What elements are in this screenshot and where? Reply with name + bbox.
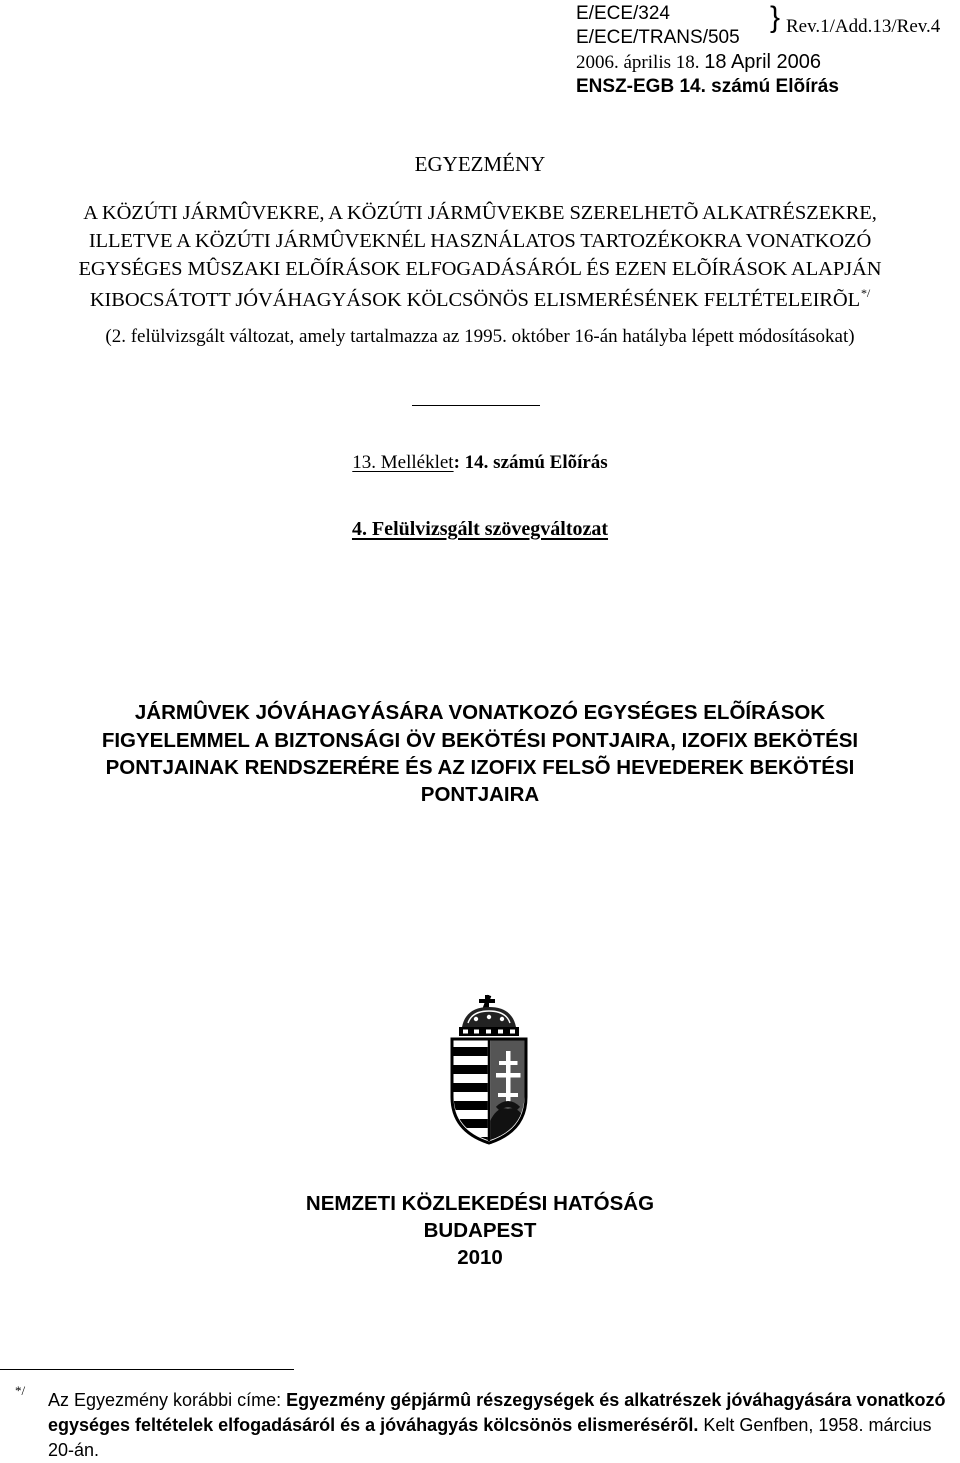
- version-text: 4. Felülvizsgált szövegváltozat: [351, 518, 609, 540]
- agreement-title-line-4: [0, 286, 960, 312]
- agreement-title-line-3: EGYSÉGES MÛSZAKI ELÕÍRÁSOK ELFOGADÁSÁRÓL ÉS EZEN ELÕÍRÁSOK ALAPJÁN: [78, 258, 882, 280]
- header-regulation-title: ENSZ-EGB 14. számú Elõírás: [576, 76, 839, 97]
- agreement-title-line-1: A KÖZÚTI JÁRMÛVEKRE, A KÖZÚTI JÁRMÛVEKBE SZERELHETÕ ALKATRÉSZEKRE,: [83, 202, 877, 224]
- publisher-city: BUDAPEST: [423, 1219, 537, 1242]
- footnote-text-bold: Egyezmény gépjármû részegységek és alkatrészek jóváhagyására vonatkozó egységes feltételek elfogadásáról és a jóváhagyás kölcsönös elismerésérõl.: [48, 1390, 946, 1435]
- annex-line: [0, 452, 960, 474]
- brace-glyph: }: [770, 1, 781, 34]
- revision-symbol: Rev.1/Add.13/Rev.4: [786, 16, 941, 37]
- agreement-footnote-marker: */: [861, 286, 871, 300]
- regulation-title-line-2: FIGYELEMMEL A BIZTONSÁGI ÖV BEKÖTÉSI PONTJAIRA, IZOFIX BEKÖTÉSI: [101, 729, 859, 752]
- date-hu: 2006. április 18.: [576, 52, 700, 73]
- regulation-title-line-4: PONTJAIRA: [420, 783, 540, 806]
- coat-of-arms-icon: [446, 993, 532, 1145]
- agreement-heading: EGYEZMÉNY: [414, 152, 546, 176]
- doc-symbol-1: E/ECE/324: [576, 3, 670, 24]
- annex-separator: :: [453, 452, 460, 473]
- annex-regulation-ref: 14. számú Elõírás: [464, 452, 608, 473]
- annex-label: 13. Melléklet: [352, 452, 454, 473]
- date-line: [576, 50, 821, 75]
- footnote-text: [48, 1388, 954, 1463]
- footnote-text-plain-2: Kelt Genfben, 1958. március 20-án.: [48, 1415, 932, 1460]
- footnote-marker: */: [15, 1383, 26, 1398]
- agreement-title-line-4-text: KIBOCSÁTOTT JÓVÁHAGYÁSOK KÖLCSÖNÖS ELISMERÉSÉNEK FELTÉTELEIRÕL: [89, 289, 861, 311]
- agreement-revision-note: (2. felülvizsgált változat, amely tartalmazza az 1995. október 16-án hatályba lépett módosításokat): [105, 326, 855, 347]
- footnote-rule: [0, 1369, 294, 1370]
- footnote-text-plain-1: Az Egyezmény korábbi címe:: [48, 1390, 287, 1410]
- regulation-title-line-3: PONTJAINAK RENDSZERÉRE ÉS AZ IZOFIX FELSÕ HEVEDEREK BEKÖTÉSI: [105, 756, 855, 779]
- doc-symbol-2: E/ECE/TRANS/505: [576, 27, 740, 48]
- separator-rule: [412, 405, 540, 406]
- publisher-name: NEMZETI KÖZLEKEDÉSI HATÓSÁG: [305, 1192, 655, 1215]
- agreement-title-line-2: ILLETVE A KÖZÚTI JÁRMÛVEKNÉL HASZNÁLATOS TARTOZÉKOKRA VONATKOZÓ: [88, 230, 872, 252]
- date-en: 18 April 2006: [704, 51, 822, 73]
- regulation-title-line-1: JÁRMÛVEK JÓVÁHAGYÁSÁRA VONATKOZÓ EGYSÉGES ELÕÍRÁSOK: [134, 701, 826, 724]
- publisher-year: 2010: [457, 1246, 503, 1269]
- version-line: [0, 518, 960, 541]
